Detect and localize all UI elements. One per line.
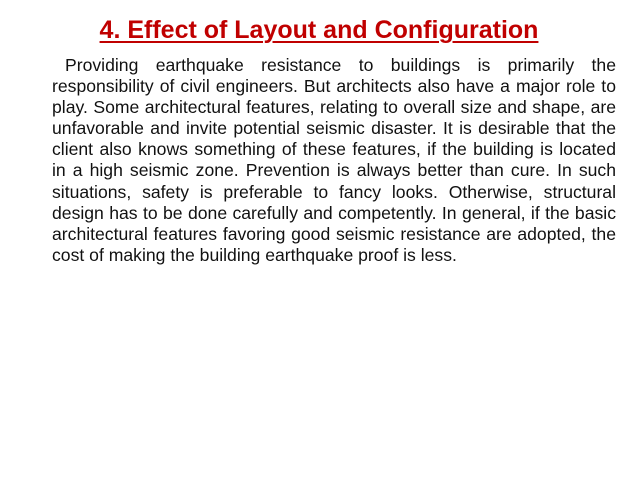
slide-body-paragraph: Providing earthquake resistance to buildings is primarily the responsibility of civil engineers. But architects also have a major role to play. Some architectural features, relating to overall size and shape, are unfavorable and invite potential seismic disaster. It is desirable that the client also knows something of these features, if the building is located in a high seismic zone. Prevention is always better than cure. In such situations, safety is preferable to fancy looks. Otherwise, structural design has to be done carefully and competently. In general, if the basic architectural features favoring good seismic resistance are adopted, the cost of making the building earthquake proof is less. [52, 55, 616, 265]
slide-title: 4. Effect of Layout and Configuration [99, 16, 539, 44]
